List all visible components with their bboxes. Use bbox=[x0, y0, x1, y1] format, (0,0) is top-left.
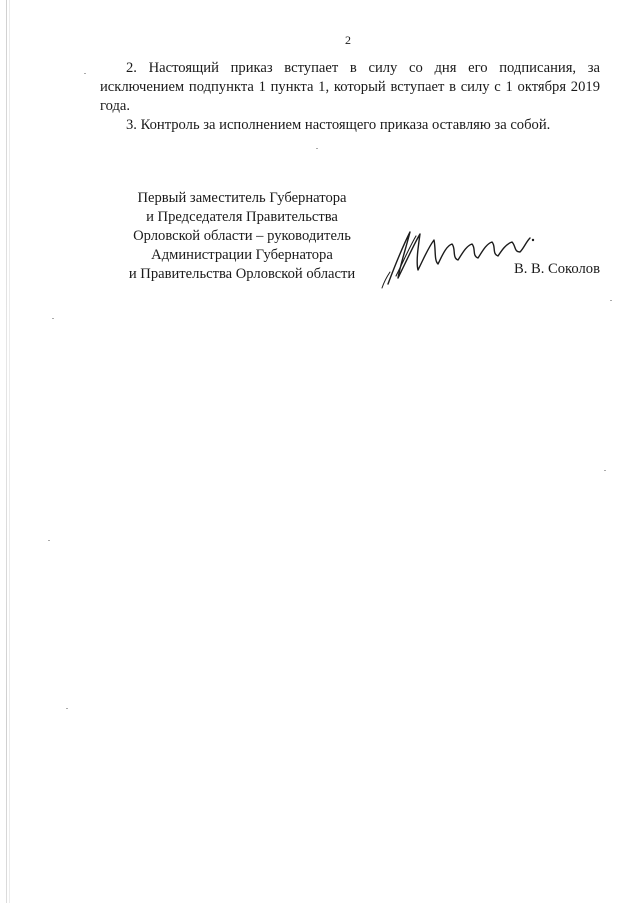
paragraph-control bbox=[100, 116, 600, 135]
scan-speck bbox=[316, 148, 318, 149]
scan-speck bbox=[52, 318, 54, 319]
scan-speck bbox=[48, 540, 50, 541]
paragraph-text: 2. Настоящий приказ вступает в силу со дня его подписания, за исключением подпункта 1 пункта 1, который вступает в силу с 1 октября 2019 года. bbox=[100, 60, 600, 114]
signatory-title-line: Первый заместитель Губернатора bbox=[137, 190, 347, 206]
paragraph-effective-date bbox=[100, 59, 600, 116]
paragraph-text: 3. Контроль за исполнением настоящего приказа оставляю за собой. bbox=[126, 117, 551, 133]
page-number: 2 bbox=[345, 33, 351, 47]
signatory-title-line: и Правительства Орловской области bbox=[128, 266, 356, 282]
scan-speck bbox=[66, 708, 68, 709]
signatory-title-block bbox=[108, 189, 376, 284]
handwritten-signature-icon bbox=[376, 218, 536, 290]
signatory-title-line: и Председателя Правительства bbox=[146, 209, 338, 225]
scan-speck bbox=[604, 470, 606, 471]
scan-speck bbox=[84, 73, 86, 74]
scan-edge bbox=[6, 0, 7, 903]
signatory-title-line: Орловской области – руководитель bbox=[133, 228, 351, 244]
scan-speck bbox=[610, 300, 612, 301]
signatory-title-line: Администрации Губернатора bbox=[151, 247, 333, 263]
scan-edge-secondary bbox=[9, 0, 10, 903]
signer-name: В. В. Соколов bbox=[513, 261, 600, 277]
